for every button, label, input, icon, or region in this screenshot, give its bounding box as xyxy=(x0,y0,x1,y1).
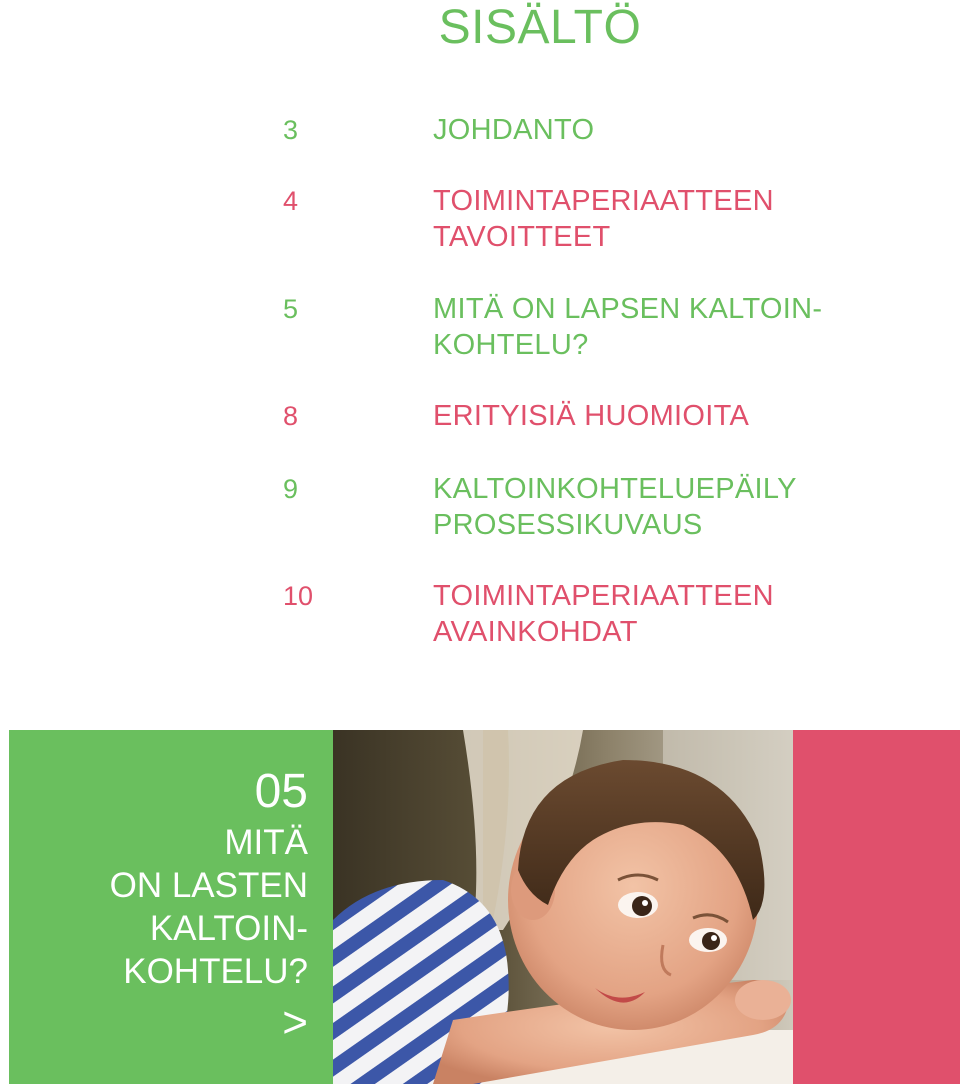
toc-title xyxy=(433,291,933,363)
toc-page-number: 5 xyxy=(283,294,299,324)
toc-title-line: AVAINKOHDAT xyxy=(433,616,638,648)
toc-title xyxy=(433,471,933,543)
chapter-number: 05 xyxy=(254,765,308,818)
chapter-title-line: KALTOIN- xyxy=(149,909,308,948)
toc-page-number: 10 xyxy=(283,581,314,611)
toc-title-line: PROSESSIKUVAUS xyxy=(433,509,703,541)
toc-title-line: KALTOINKOHTELUEPÄILY xyxy=(433,473,797,505)
toc-title xyxy=(433,398,933,434)
toc-title xyxy=(433,112,933,148)
chapter-title-line: KOHTELU? xyxy=(123,952,308,991)
chapter-title-line: ON LASTEN xyxy=(109,866,308,905)
chapter-title-line: MITÄ xyxy=(224,823,308,862)
toc-title-line: TOIMINTAPERIAATTEEN xyxy=(433,185,774,217)
chapter-title xyxy=(110,821,308,993)
toc-title-line: JOHDANTO xyxy=(433,114,595,146)
toc-title-line: MITÄ ON LAPSEN KALTOIN- xyxy=(433,293,823,325)
toc-title-line: TAVOITTEET xyxy=(433,221,611,253)
toc-page-number: 9 xyxy=(283,474,299,504)
toc-title xyxy=(433,578,933,650)
child-resting-head-photo xyxy=(333,730,793,1084)
pink-accent-block xyxy=(793,730,960,1084)
toc-title xyxy=(433,183,933,255)
toc-title-line: ERITYISIÄ HUOMIOITA xyxy=(433,400,750,432)
toc-page-number: 4 xyxy=(283,186,299,216)
toc-title-line: TOIMINTAPERIAATTEEN xyxy=(433,580,774,612)
chapter-panel[interactable] xyxy=(9,730,333,1084)
toc-title-line: KOHTELU? xyxy=(433,329,589,361)
page-title: SISÄLTÖ xyxy=(438,1,642,54)
chapter-teaser-band xyxy=(0,730,960,1084)
toc-page-number: 3 xyxy=(283,115,299,145)
chevron-right-icon[interactable]: > xyxy=(282,998,308,1047)
toc-page-number: 8 xyxy=(283,401,299,431)
